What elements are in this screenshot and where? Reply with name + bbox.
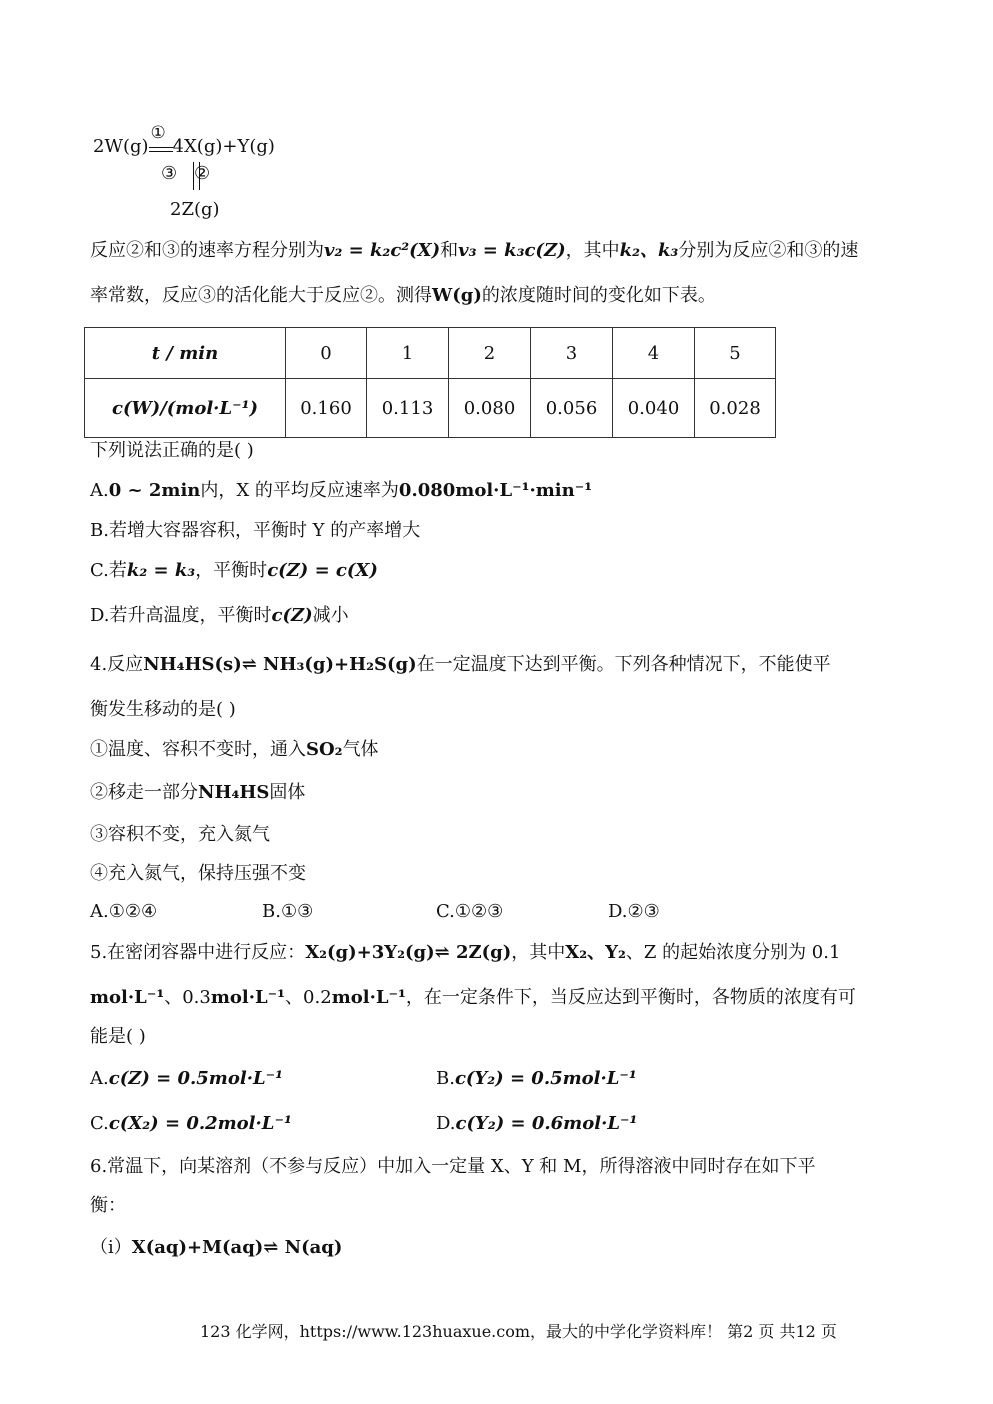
- intro-text: 分别为反应②和③的速: [678, 240, 859, 261]
- formula-nh4hs: NH₄HS: [198, 782, 270, 803]
- q3-option-d: [90, 606, 349, 626]
- unit-text: mol·L⁻¹: [331, 987, 406, 1008]
- formula-option: c(Z) = 0.5mol·L⁻¹: [108, 1068, 283, 1089]
- q4-choice-a: A.①②④: [90, 901, 158, 922]
- q6-line-2: 衡：: [90, 1195, 126, 1216]
- intro-line-2: [90, 286, 716, 306]
- formula-option: c(X₂) = 0.2mol·L⁻¹: [108, 1113, 292, 1134]
- table-row: [85, 379, 776, 438]
- table-time: 4: [613, 328, 695, 379]
- table-value: 0.056: [531, 379, 613, 438]
- item-text: ①温度、容积不变时，通入: [90, 739, 306, 760]
- option-label: C.: [90, 1113, 109, 1134]
- formula-x2-y2: X₂、Y₂: [565, 942, 626, 963]
- q4-line-2: 衡发生移动的是( ): [90, 699, 236, 720]
- q5-option-c: [90, 1114, 292, 1134]
- q6-line-1: 6.常温下，向某溶剂（不参与反应）中加入一定量 X、Y 和 M，所得溶液中同时存在如下平: [90, 1156, 816, 1177]
- page-footer: 123 化学网，https://www.123huaxue.com，最大的中学化学资料库！ 第2 页 共12 页: [200, 1322, 837, 1341]
- q5-option-d: [436, 1114, 637, 1134]
- scheme-products: 4X(g)+Y(g): [172, 136, 275, 157]
- table-value: 0.160: [286, 379, 367, 438]
- scheme-product-z: 2Z(g): [170, 199, 220, 220]
- q4-choice-c: C.①②③: [436, 901, 504, 922]
- q5-line-3: 能是( ): [90, 1026, 146, 1047]
- intro-text: ，其中: [565, 240, 620, 261]
- q3-option-b: B.若增大容器容积，平衡时 Y 的产率增大: [90, 520, 421, 541]
- question-text: 、Z 的起始浓度分别为 0.1: [625, 942, 841, 963]
- table-time: 5: [695, 328, 776, 379]
- item-text: ②移走一部分: [90, 782, 198, 803]
- scheme-mark-1: ①: [150, 123, 166, 143]
- intro-text: 反应②和③的速率方程分别为: [90, 240, 324, 261]
- scheme-mark-2: ②: [194, 163, 211, 184]
- table-row-label: c(W)/(mol·L⁻¹): [85, 379, 286, 438]
- question-text: 在一定温度下达到平衡。下列各种情况下，不能使平: [416, 654, 831, 675]
- unit-text: mol·L⁻¹: [90, 987, 165, 1008]
- q4-item-1: [90, 740, 379, 760]
- q4-item-4: ④充入氮气，保持压强不变: [90, 863, 306, 884]
- formula-w: W(g): [432, 285, 482, 306]
- table-time: 1: [367, 328, 449, 379]
- formula-x2-y2-equilibrium: X₂(g)+3Y₂(g)⇌ 2Z(g): [305, 942, 512, 963]
- option-text: D.若升高温度，平衡时: [90, 605, 272, 626]
- q4-item-3: ③容积不变，充入氮气: [90, 824, 270, 845]
- question-text: 、0.3: [164, 987, 211, 1008]
- formula-cz: c(Z): [271, 605, 313, 626]
- option-text: ，平衡时: [195, 560, 268, 581]
- formula-v2: v₂ = k₂c²(X): [324, 240, 441, 261]
- option-label: A.: [90, 480, 109, 501]
- unit-text: mol·L⁻¹: [210, 987, 286, 1008]
- q3-stem: 下列说法正确的是( ): [90, 440, 254, 461]
- formula-so2: SO₂: [306, 739, 343, 760]
- q4-choice-d: D.②③: [608, 901, 660, 922]
- option-text: 内，X 的平均反应速率为: [200, 480, 399, 501]
- table-value: 0.113: [367, 379, 449, 438]
- item-text: 气体: [342, 739, 379, 760]
- formula-x-m-equilibrium: X(aq)+M(aq)⇌ N(aq): [131, 1237, 343, 1258]
- intro-text: 率常数，反应③的活化能大于反应②。测得: [90, 285, 432, 306]
- formula-nh4hs-equilibrium: NH₄HS(s)⇌ NH₃(g)+H₂S(g): [143, 654, 417, 675]
- intro-text: 的浓度随时间的变化如下表。: [481, 285, 716, 306]
- q4-choice-b: B.①③: [262, 901, 314, 922]
- question-text: 5.在密闭容器中进行反应：: [90, 942, 306, 963]
- q5-line-1: [90, 943, 840, 963]
- formula-rate: 0.080mol·L⁻¹·min⁻¹: [398, 480, 593, 501]
- q3-option-c: [90, 561, 378, 581]
- option-text: C.若: [90, 560, 127, 581]
- option-text: 减小: [312, 605, 349, 626]
- question-text: 、0.2: [285, 987, 332, 1008]
- reaction-scheme-top: [93, 123, 275, 157]
- q5-option-b: [436, 1069, 637, 1089]
- intro-line-1: [90, 241, 858, 261]
- table-time: 3: [531, 328, 613, 379]
- question-text: ，在一定条件下，当反应达到平衡时，各物质的浓度有可: [405, 987, 856, 1008]
- item-text: 固体: [269, 782, 306, 803]
- formula-k-equal: k₂ = k₃: [126, 560, 196, 581]
- concentration-table: [84, 327, 776, 438]
- option-label: A.: [90, 1068, 109, 1089]
- formula-option: c(Y₂) = 0.6mol·L⁻¹: [455, 1113, 638, 1134]
- table-value: 0.028: [695, 379, 776, 438]
- table-header-label: t / min: [85, 328, 286, 379]
- q5-option-a: [90, 1069, 283, 1089]
- intro-text: 和: [440, 240, 459, 261]
- q4-line-1: [90, 655, 831, 675]
- equilibrium-arrow-1: [149, 123, 173, 152]
- table-row: [85, 328, 776, 379]
- formula-k: k₂、k₃: [619, 240, 679, 261]
- scheme-reactant: 2W(g): [93, 136, 149, 157]
- question-text: 4.反应: [90, 654, 144, 675]
- formula-conc-equal: c(Z) = c(X): [267, 560, 378, 581]
- formula-time-range: 0 ~ 2min: [108, 480, 201, 501]
- formula-option: c(Y₂) = 0.5mol·L⁻¹: [454, 1068, 637, 1089]
- q3-option-a: [90, 481, 592, 501]
- formula-v3: v₃ = k₃c(Z): [458, 240, 566, 261]
- q5-line-2: [90, 988, 856, 1008]
- question-text: （i）: [90, 1237, 132, 1258]
- q6-line-3: [90, 1238, 342, 1258]
- question-text: ，其中: [511, 942, 566, 963]
- table-value: 0.040: [613, 379, 695, 438]
- q4-item-2: [90, 783, 305, 803]
- table-time: 0: [286, 328, 367, 379]
- scheme-mark-3: ③: [161, 163, 178, 184]
- option-label: D.: [436, 1113, 456, 1134]
- table-time: 2: [449, 328, 531, 379]
- table-value: 0.080: [449, 379, 531, 438]
- option-label: B.: [436, 1068, 455, 1089]
